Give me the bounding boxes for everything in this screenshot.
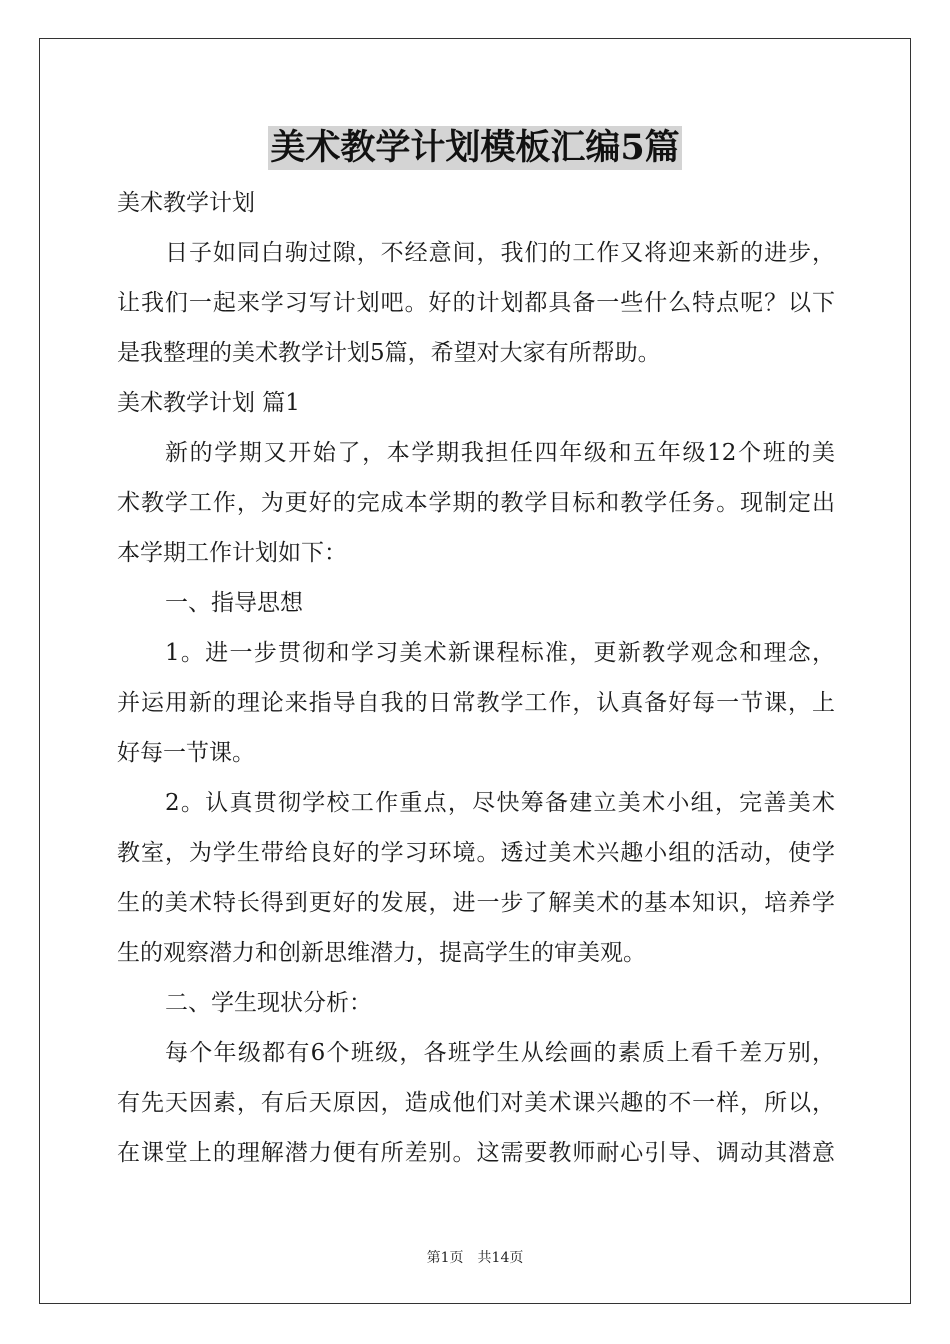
text-line: 日子如同白驹过隙，不经意间，我们的工作又将迎来新的进步， [165, 240, 835, 266]
text-line: 美术教学计划 篇1 [117, 390, 300, 416]
text-line: 生的美术特长得到更好的发展，进一步了解美术的基本知识，培养学 [117, 890, 835, 916]
text-line: 生的观察潜力和创新思维潜力，提高学生的审美观。 [117, 940, 646, 966]
title-container [0, 126, 950, 170]
text-line: 二、学生现状分析： [165, 990, 372, 1016]
document-body [117, 178, 835, 1178]
text-line: 美术教学计划 [117, 190, 255, 216]
document-title: 美术教学计划模板汇编5篇 [270, 127, 680, 168]
text-line: 本学期工作计划如下： [117, 540, 347, 566]
text-line: 是我整理的美术教学计划5篇，希望对大家有所帮助。 [117, 340, 661, 366]
page-number-footer: 第1页 共14页 [426, 1250, 524, 1266]
text-line: 有先天因素，有后天原因，造成他们对美术课兴趣的不一样，所以， [117, 1090, 835, 1116]
text-line: 一、指导思想 [165, 590, 303, 616]
text-line: 2。认真贯彻学校工作重点，尽快筹备建立美术小组，完善美术 [165, 790, 835, 816]
text-line: 术教学工作，为更好的完成本学期的教学目标和教学任务。现制定出 [117, 490, 835, 516]
text-line: 每个年级都有6个班级，各班学生从绘画的素质上看千差万别， [165, 1040, 835, 1066]
text-line: 1。进一步贯彻和学习美术新课程标准，更新教学观念和理念， [165, 640, 835, 666]
text-line: 教室，为学生带给良好的学习环境。透过美术兴趣小组的活动，使学 [117, 840, 835, 866]
text-line: 并运用新的理论来指导自我的日常教学工作，认真备好每一节课，上 [117, 690, 835, 716]
text-line: 在课堂上的理解潜力便有所差别。这需要教师耐心引导、调动其潜意 [117, 1140, 835, 1166]
text-line: 好每一节课。 [117, 740, 255, 766]
text-line: 新的学期又开始了，本学期我担任四年级和五年级12个班的美 [165, 440, 835, 466]
text-line: 让我们一起来学习写计划吧。好的计划都具备一些什么特点呢？以下 [117, 290, 835, 316]
